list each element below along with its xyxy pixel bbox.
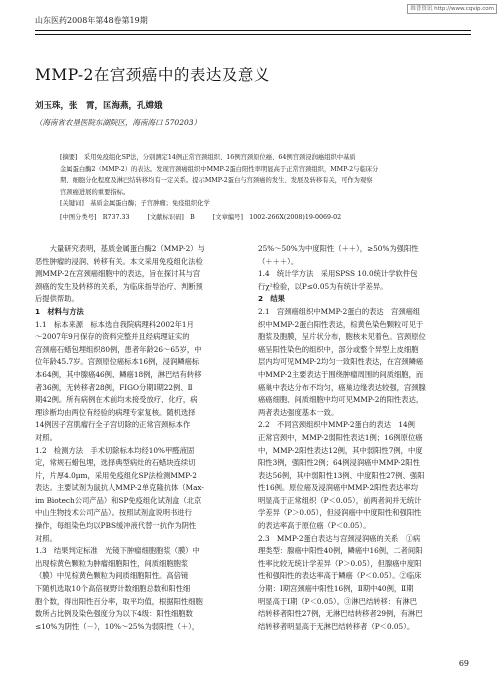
text-line: 定，常规石蜡包埋，选择典型病灶的石蜡块连续切 [35,458,196,468]
text-line: 片，片厚4.0μm，采用免疫组化SP法检测MMP-2 [35,470,197,480]
text-line: 行χ²检验，以P≤0.05为有统计学差异。 [258,281,388,291]
text-line: 1.1 标本来源 标本选自我院病理科2002年1月 [35,319,194,329]
text-line: 2.3 MMP-2蛋白表达与宫颈浸润癌的关系 ①病 [258,533,421,543]
text-line: 数所占比例及染色强度分为以下4级：阳性细胞数 [35,609,193,619]
text-line: 癌呈阳性染色的组织中，部分或整个异型上皮细胞 [258,344,419,354]
authors: 刘玉珠，张 霄，匡海燕，孔嫦娥 [35,101,163,111]
text-line: 明显高于正常组织（P＜0.05），前两者间并无统计 [258,495,422,505]
text-line: 2.2 不同宫颈组织中MMP-2蛋白的表达 14例 [258,420,415,430]
text-line: 颈癌的发生及转移的关系，为临床指导治疗、判断预 [35,281,203,291]
article-number: [文章编号] 1002-266X(2008)19-0069-02 [212,214,342,221]
abstract-line: 金属蛋白酶2（MMP-2）的表达。发现宫颈癌组织中MMP-2蛋白阳性率明显高于正常宫颈组织，MMP-2与临床分 [60,165,379,173]
left-column [35,243,251,633]
text-line: 胞个数，得出阳性百分率，取平均值，根据阳性细胞 [35,596,203,606]
text-line: 25%～50%为中度阳性（＋＋），≥50%为强阳性 [258,244,419,253]
text-line: 明显高于Ⅰ期（P＜0.05）。③淋巴结转移：有淋巴 [258,596,418,606]
text-line: 测MMP-2在宫颈癌细胞中的表达，旨在探讨其与宫 [35,269,201,279]
document-code: [文献标识码] B [147,214,195,221]
abstract-line: 期、细胞分化程度及淋巴结转移均有一定关系。提示MMP-2蛋白与宫颈癌的发生、发展及转移有关，可作为观察 [60,177,373,184]
text-line: 中山生物技术公司产品）。按照试剂盒说明书进行 [35,508,192,518]
abstract-line: 宫颈癌进展的重要指标。 [60,188,130,196]
running-header: 山东医药2008年第48卷第19期 [35,16,148,25]
text-line: 出现棕黄色颗粒为肿瘤细胞阳性，间质细胞胞浆 [35,558,189,568]
page-number: 69 [458,659,469,668]
text-line: 中，MMP-2阳性表达12例，其中弱阳性7例，中度 [258,445,423,455]
keywords: [关键词] 基质金属蛋白酶；子宫肿瘤；免疫组织化学 [60,200,210,207]
text-line: 1.3 结果判定标准 光镜下肿瘤细胞胞浆（膜）中 [35,546,200,556]
text-line: 性16例。原位癌及浸润癌中MMP-2阳性表达率均 [258,483,418,493]
article-meta [60,212,357,221]
right-column [258,243,473,633]
text-line: 1 材料与方法 [35,306,84,316]
text-line: 结转移者阳性27例，无淋巴结转移者29例，有淋巴 [258,609,423,619]
text-line: 胞浆及胞膜，呈片状分布，胞核未见着色。宫颈原位 [258,332,426,342]
text-line: 中MMP-2主要表达于围绕肿瘤周围的间质细胞，而 [258,369,424,379]
text-line: （膜）中见棕黄色颗粒为间质细胞阳性。高倍镜 [35,571,189,581]
text-line: 者36例，无转移者28例，FIGO分期Ⅰ期22例、Ⅱ [35,382,193,392]
abstract-line: [摘要] 采用免疫组化SP法，分别测定14例正常宫颈组织、16例宫颈原位癌、64例宫颈浸润癌组织中基质 [60,154,356,161]
text-line: 14例因子宫肌瘤行全子宫切除的正常宫颈标本作 [35,420,191,430]
clc-number: [中图分类号] R737.33 [60,214,130,221]
text-line: 分期：Ⅰ期宫颈癌中阳性16例，Ⅱ期中40例，Ⅱ期 [258,584,414,594]
header-rule [35,30,471,35]
text-line: （＋＋＋）。 [258,256,299,266]
abstract [60,152,451,210]
text-line: 对照。 [35,533,57,543]
text-line: 表达56例，其中弱阳性13例、中度阳性27例、强阳 [258,470,425,480]
text-line: 操作，每组染色均以PBS缓冲液代替一抗作为阴性 [35,521,197,531]
text-line: 性率比较无统计学差异（P＞0.05），但腺癌中度阳 [258,558,422,568]
text-line: 性和强阳性的表达率高于鳞癌（P＜0.05）。②临床 [258,571,422,581]
text-line: 后提供帮助。 [35,294,79,304]
text-line: 织中MMP-2蛋白阳性表达，棕黄色染色颗粒可见于 [258,319,424,329]
text-line: 对照。 [35,432,57,442]
text-line: 阳性3例，强阳性2例；64例浸润癌中MMP-2阳性 [258,458,420,468]
watermark: 维普资讯 http://www.cqvip.com [407,4,497,14]
text-line: 层内均可见MMP-2均匀一致阳性表达，在宫颈鳞癌 [258,357,424,367]
text-line: 两者表达强度基本一致。 [258,407,339,417]
text-line: 宫颈癌石蜡包埋组织80例，患者年龄26～65岁，中 [35,344,202,354]
text-line: 的表达率高于原位癌（P＜0.05）。 [258,521,371,531]
text-line: 2.1 宫颈癌组织中MMP-2蛋白的表达 宫颈癌组 [258,306,421,316]
text-line: 位年龄45.7岁。宫颈原位癌标本16例，浸润鳞癌标 [35,357,200,367]
text-line: 表达。主要试剂为鼠抗人MMP-2单克隆抗体（Max- [35,483,204,493]
text-line: 1.2 检测方法 手术切除标本均经10%甲醛液固 [35,445,195,455]
text-line: 1.4 统计学方法 采用SPSS 10.0统计学软件包 [258,269,418,279]
text-line: 2 结果 [258,294,285,304]
text-line: 正常宫颈中，MMP-2弱阳性表达1例；16例原位癌 [258,432,423,442]
text-line: 本64例，其中腺癌46例、鳞癌18例，淋巴结有转移 [35,369,202,379]
text-line: 理类型：腺癌中阳性40例，鳞癌中16例，二者间阳 [258,546,423,556]
text-line: 理诊断均由两位有经验的病理专家复核。随机选择 [35,407,196,417]
text-line: 结转移者明显高于无淋巴结转移者（P＜0.05）。 [258,621,415,631]
text-line: 学差异（P＞0.05），但浸润癌中中度阳性和强阳性 [258,508,422,518]
text-line: im Biotech公司产品）和SP免疫组化试剂盒（北京 [35,495,202,505]
text-line: 癌巢中表达分布不均匀，癌巢边缘表达较强，宫颈腺 [258,382,426,392]
article-title: MMP-2在宫颈癌中的表达及意义 [35,66,270,84]
text-line: ≤10%为阴性（－），10%～25%为弱阳性（＋）， [35,621,200,631]
affiliation: （海南省农垦医院东湖院区，海南海口 570203） [35,118,202,127]
text-line: 期42例。所有病例在术前均未接受放疗、化疗，病 [35,395,198,405]
text-line: 癌癌细胞、间质细胞中均可见MMP-2的阳性表达， [258,395,424,405]
text-line: 下随机选取10个高倍视野计数细胞总数和阳性细 [35,584,191,594]
text-line: ～2007年9月保存的资料完整并且经病理证实的 [35,332,190,342]
text-line: 恶性肿瘤的浸润、转移有关。本文采用免疫组化法检 [35,256,203,266]
text-line: 大量研究表明，基质金属蛋白酶2（MMP-2）与 [35,244,205,253]
